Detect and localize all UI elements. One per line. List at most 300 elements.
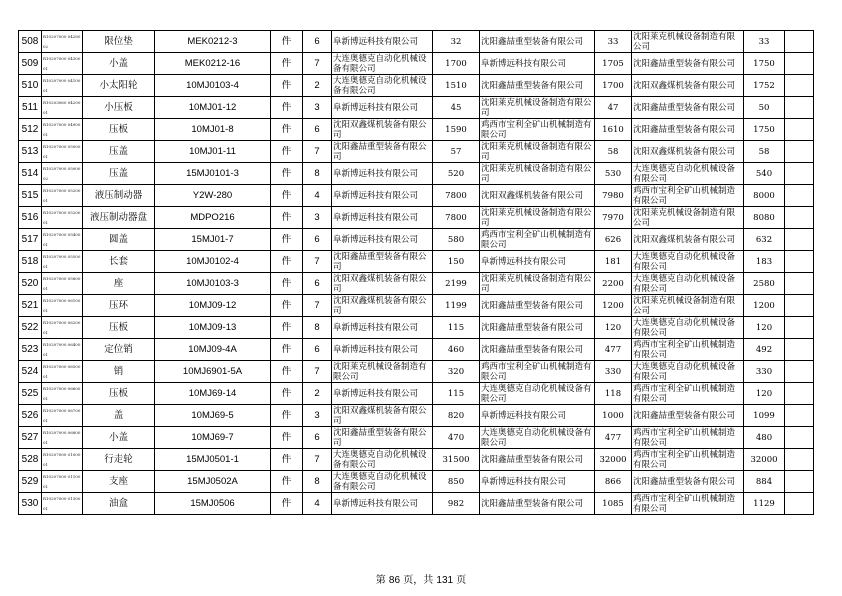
price-2: 477 [595,339,632,361]
unit: 件 [271,251,303,273]
quantity: 7 [303,251,332,273]
supplier-1: 阜新博远科技有限公司 [332,207,433,229]
table-row [19,229,814,251]
table-row [19,31,814,53]
material-code: R10207000 0680001 [42,427,83,449]
blank-cell [785,339,814,361]
part-name: 小太阳轮 [83,75,155,97]
price-2: 181 [595,251,632,273]
price-1: 982 [433,493,480,515]
material-code: R10207000 0100001 [42,449,83,471]
part-name: 液压制动器 [83,185,155,207]
table-row [19,163,814,185]
price-2: 1700 [595,75,632,97]
blank-cell [785,251,814,273]
row-number: 521 [19,295,42,317]
row-number: 513 [19,141,42,163]
quantity: 2 [303,75,332,97]
unit: 件 [271,141,303,163]
row-number: 518 [19,251,42,273]
supplier-3: 沈阳鑫喆重型装备有限公司 [632,405,744,427]
supplier-1: 阜新博远科技有限公司 [332,31,433,53]
unit: 件 [271,207,303,229]
blank-cell [785,449,814,471]
unit: 件 [271,97,303,119]
material-code: R10207000 0650001 [42,361,83,383]
blank-cell [785,427,814,449]
table-row [19,75,814,97]
blank-cell [785,97,814,119]
supplier-3: 鸡西市宝利全矿山机械制造有限公司 [632,449,744,471]
blank-cell [785,295,814,317]
price-1: 580 [433,229,480,251]
unit: 件 [271,361,303,383]
part-model: 15MJ0101-3 [155,163,271,185]
footer-prefix: 第 [375,575,386,586]
table-row [19,185,814,207]
material-code: R10207000 0660001 [42,383,83,405]
price-2: 47 [595,97,632,119]
table-body [19,31,814,515]
supplier-2: 沈阳莱克机械设备制造有限公司 [480,97,595,119]
supplier-1: 阜新博远科技有限公司 [332,383,433,405]
quantity: 7 [303,53,332,75]
part-model: 10MJ69-5 [155,405,271,427]
quantity: 3 [303,405,332,427]
part-model: 10MJ0103-4 [155,75,271,97]
quantity: 3 [303,97,332,119]
blank-cell [785,229,814,251]
material-code: R10207000 0640001 [42,339,83,361]
row-number: 514 [19,163,42,185]
table-row [19,119,814,141]
row-number: 508 [19,31,42,53]
row-number: 525 [19,383,42,405]
part-name: 座 [83,273,155,295]
unit: 件 [271,471,303,493]
blank-cell [785,141,814,163]
quantity: 7 [303,295,332,317]
supplier-1: 阜新博远科技有限公司 [332,493,433,515]
parts-quote-table [18,30,814,515]
price-2: 1705 [595,53,632,75]
part-model: 10MJ01-8 [155,119,271,141]
supplier-1: 沈阳鑫喆重型装备有限公司 [332,141,433,163]
price-3: 480 [744,427,785,449]
supplier-1: 沈阳双鑫煤机装备有限公司 [332,405,433,427]
price-1: 57 [433,141,480,163]
supplier-2: 沈阳莱克机械设备制造有限公司 [480,141,595,163]
row-number: 516 [19,207,42,229]
part-name: 销 [83,361,155,383]
quantity: 7 [303,449,332,471]
footer-mid: 页，共 [403,575,434,586]
price-1: 115 [433,383,480,405]
price-3: 540 [744,163,785,185]
supplier-1: 阜新博远科技有限公司 [332,163,433,185]
supplier-2: 沈阳双鑫煤机装备有限公司 [480,185,595,207]
material-code: R10207000 0580001 [42,273,83,295]
table-row [19,383,814,405]
supplier-2: 大连奥德克自动化机械设备有限公司 [480,427,595,449]
blank-cell [785,75,814,97]
unit: 件 [271,339,303,361]
table-row [19,141,814,163]
supplier-2: 阜新博远科技有限公司 [480,251,595,273]
blank-cell [785,405,814,427]
price-2: 1200 [595,295,632,317]
quantity: 3 [303,207,332,229]
material-code: R10207000 0620001 [42,317,83,339]
row-number: 529 [19,471,42,493]
supplier-3: 沈阳鑫喆重型装备有限公司 [632,119,744,141]
price-3: 58 [744,141,785,163]
supplier-1: 沈阳双鑫煤机装备有限公司 [332,273,433,295]
part-model: 10MJ09-12 [155,295,271,317]
supplier-2: 阜新博远科技有限公司 [480,53,595,75]
price-3: 1750 [744,53,785,75]
quantity: 6 [303,119,332,141]
unit: 件 [271,229,303,251]
price-1: 520 [433,163,480,185]
price-2: 7970 [595,207,632,229]
part-model: 10MJ09-4A [155,339,271,361]
table-row [19,97,814,119]
supplier-2: 鸡西市宝利全矿山机械制造有限公司 [480,119,595,141]
footer-total-pages: 131 [436,575,454,586]
row-number: 524 [19,361,42,383]
blank-cell [785,185,814,207]
price-3: 632 [744,229,785,251]
price-1: 820 [433,405,480,427]
price-3: 2580 [744,273,785,295]
part-name: 行走轮 [83,449,155,471]
material-code: R10207000 0130001 [42,493,83,515]
supplier-3: 大连奥德克自动化机械设备有限公司 [632,273,744,295]
row-number: 511 [19,97,42,119]
supplier-3: 大连奥德克自动化机械设备有限公司 [632,163,744,185]
unit: 件 [271,119,303,141]
unit: 件 [271,317,303,339]
material-code: R10207000 0428002 [42,31,83,53]
row-number: 526 [19,405,42,427]
price-1: 7800 [433,207,480,229]
blank-cell [785,119,814,141]
part-model: 10MJ0103-3 [155,273,271,295]
table-row [19,471,814,493]
price-2: 7980 [595,185,632,207]
table-row [19,339,814,361]
supplier-3: 鸡西市宝利全矿山机械制造有限公司 [632,427,744,449]
row-number: 512 [19,119,42,141]
part-model: 15MJ01-7 [155,229,271,251]
blank-cell [785,361,814,383]
supplier-3: 沈阳双鑫煤机装备有限公司 [632,229,744,251]
supplier-1: 沈阳双鑫煤机装备有限公司 [332,295,433,317]
price-2: 330 [595,361,632,383]
material-code: R10207000 0520001 [42,185,83,207]
part-model: 10MJ01-12 [155,97,271,119]
part-model: 15MJ0502A [155,471,271,493]
price-1: 1700 [433,53,480,75]
price-2: 58 [595,141,632,163]
price-2: 530 [595,163,632,185]
part-model: 15MJ0506 [155,493,271,515]
supplier-3: 鸡西市宝利全矿山机械制造有限公司 [632,493,744,515]
part-model: 10MJ69-7 [155,427,271,449]
unit: 件 [271,53,303,75]
part-name: 盖 [83,405,155,427]
price-3: 8080 [744,207,785,229]
supplier-2: 鸡西市宝利全矿山机械制造有限公司 [480,229,595,251]
part-model: MEK0212-16 [155,53,271,75]
row-number: 523 [19,339,42,361]
supplier-2: 沈阳鑫喆重型装备有限公司 [480,493,595,515]
unit: 件 [271,75,303,97]
price-3: 1129 [744,493,785,515]
material-code: R10207000 0540001 [42,229,83,251]
supplier-1: 大连奥德克自动化机械设备有限公司 [332,75,433,97]
row-number: 517 [19,229,42,251]
supplier-2: 沈阳莱克机械设备制造有限公司 [480,273,595,295]
material-code: R10207000 0520001 [42,207,83,229]
part-name: 液压制动器盘 [83,207,155,229]
supplier-3: 大连奥德克自动化机械设备有限公司 [632,251,744,273]
blank-cell [785,273,814,295]
table-row [19,405,814,427]
price-1: 115 [433,317,480,339]
blank-cell [785,31,814,53]
row-number: 510 [19,75,42,97]
price-1: 7800 [433,185,480,207]
unit: 件 [271,273,303,295]
quantity: 4 [303,493,332,515]
material-code: R10207000 0670001 [42,405,83,427]
part-name: 小盖 [83,53,155,75]
quantity: 6 [303,427,332,449]
blank-cell [785,493,814,515]
price-3: 120 [744,383,785,405]
supplier-1: 大连奥德克自动化机械设备有限公司 [332,449,433,471]
supplier-1: 沈阳莱克机械设备制造有限公司 [332,361,433,383]
part-model: 15MJ0501-1 [155,449,271,471]
price-3: 1200 [744,295,785,317]
part-name: 压板 [83,383,155,405]
price-3: 1099 [744,405,785,427]
supplier-3: 大连奥德克自动化机械设备有限公司 [632,317,744,339]
footer-suffix: 页 [456,575,467,586]
row-number: 530 [19,493,42,515]
unit: 件 [271,405,303,427]
unit: 件 [271,295,303,317]
quantity: 8 [303,471,332,493]
supplier-2: 沈阳鑫喆重型装备有限公司 [480,75,595,97]
unit: 件 [271,427,303,449]
blank-cell [785,163,814,185]
footer-page-number: 86 [388,575,401,586]
supplier-2: 大连奥德克自动化机械设备有限公司 [480,383,595,405]
supplier-3: 沈阳鑫喆重型装备有限公司 [632,53,744,75]
supplier-3: 沈阳莱克机械设备制造有限公司 [632,207,744,229]
part-name: 圆盖 [83,229,155,251]
part-model: MEK0212-3 [155,31,271,53]
price-1: 460 [433,339,480,361]
part-model: 10MJ09-13 [155,317,271,339]
table-row [19,427,814,449]
price-3: 492 [744,339,785,361]
row-number: 527 [19,427,42,449]
table-row [19,493,814,515]
row-number: 509 [19,53,42,75]
unit: 件 [271,185,303,207]
price-1: 150 [433,251,480,273]
price-1: 45 [433,97,480,119]
price-2: 118 [595,383,632,405]
price-3: 330 [744,361,785,383]
table-row [19,251,814,273]
part-name: 压盖 [83,141,155,163]
quantity: 8 [303,163,332,185]
supplier-2: 阜新博远科技有限公司 [480,471,595,493]
supplier-1: 沈阳鑫喆重型装备有限公司 [332,251,433,273]
price-3: 120 [744,317,785,339]
table-row [19,53,814,75]
part-model: 10MJ6901-5A [155,361,271,383]
quantity: 8 [303,317,332,339]
material-code: R10207000 0500002 [42,163,83,185]
supplier-1: 大连奥德克自动化机械设备有限公司 [332,471,433,493]
part-name: 压板 [83,317,155,339]
blank-cell [785,471,814,493]
quantity: 7 [303,361,332,383]
blank-cell [785,383,814,405]
supplier-2: 沈阳鑫喆重型装备有限公司 [480,449,595,471]
supplier-2: 沈阳莱克机械设备制造有限公司 [480,207,595,229]
supplier-2: 沈阳鑫喆重型装备有限公司 [480,339,595,361]
supplier-3: 大连奥德克自动化机械设备有限公司 [632,361,744,383]
price-1: 320 [433,361,480,383]
unit: 件 [271,383,303,405]
price-1: 850 [433,471,480,493]
price-1: 1510 [433,75,480,97]
part-name: 压板 [83,119,155,141]
quantity: 2 [303,383,332,405]
part-model: Y2W-280 [155,185,271,207]
row-number: 522 [19,317,42,339]
price-2: 2200 [595,273,632,295]
supplier-2: 鸡西市宝利全矿山机械制造有限公司 [480,361,595,383]
price-2: 477 [595,427,632,449]
price-2: 1610 [595,119,632,141]
part-name: 限位垫 [83,31,155,53]
table-row [19,449,814,471]
price-3: 884 [744,471,785,493]
price-1: 2199 [433,273,480,295]
part-model: MDPO216 [155,207,271,229]
price-2: 1000 [595,405,632,427]
part-model: 10MJ0102-4 [155,251,271,273]
row-number: 520 [19,273,42,295]
supplier-3: 沈阳双鑫煤机装备有限公司 [632,141,744,163]
unit: 件 [271,493,303,515]
table-row [19,361,814,383]
unit: 件 [271,449,303,471]
part-name: 长套 [83,251,155,273]
supplier-1: 阜新博远科技有限公司 [332,317,433,339]
part-name: 定位销 [83,339,155,361]
supplier-1: 沈阳鑫喆重型装备有限公司 [332,427,433,449]
quantity: 7 [303,141,332,163]
price-1: 1199 [433,295,480,317]
price-3: 183 [744,251,785,273]
table-row [19,207,814,229]
part-name: 压盖 [83,163,155,185]
supplier-1: 沈阳双鑫煤机装备有限公司 [332,119,433,141]
supplier-3: 沈阳鑫喆重型装备有限公司 [632,97,744,119]
price-3: 1750 [744,119,785,141]
supplier-2: 沈阳鑫喆重型装备有限公司 [480,31,595,53]
row-number: 528 [19,449,42,471]
table-row [19,295,814,317]
price-2: 120 [595,317,632,339]
material-code: R10207000 0550001 [42,251,83,273]
material-code: R10207000 0410001 [42,75,83,97]
price-2: 32000 [595,449,632,471]
blank-cell [785,207,814,229]
supplier-3: 鸡西市宝利全矿山机械制造有限公司 [632,185,744,207]
blank-cell [785,53,814,75]
price-1: 32 [433,31,480,53]
supplier-2: 沈阳鑫喆重型装备有限公司 [480,295,595,317]
row-number: 515 [19,185,42,207]
supplier-3: 沈阳双鑫煤机装备有限公司 [632,75,744,97]
quantity: 6 [303,229,332,251]
price-2: 866 [595,471,632,493]
part-name: 压环 [83,295,155,317]
supplier-3: 沈阳鑫喆重型装备有限公司 [632,471,744,493]
supplier-2: 沈阳莱克机械设备制造有限公司 [480,163,595,185]
price-3: 33 [744,31,785,53]
part-name: 油盒 [83,493,155,515]
supplier-3: 沈阳莱克机械设备制造有限公司 [632,295,744,317]
supplier-3: 沈阳莱克机械设备制造有限公司 [632,31,744,53]
table-row [19,317,814,339]
part-model: 10MJ01-11 [155,141,271,163]
material-code: R10207000 0610001 [42,295,83,317]
material-code: R10207000 0500001 [42,141,83,163]
part-model: 10MJ69-14 [155,383,271,405]
unit: 件 [271,163,303,185]
part-name: 小压板 [83,97,155,119]
page-footer [0,571,842,586]
quantity: 6 [303,31,332,53]
price-2: 1085 [595,493,632,515]
price-1: 1590 [433,119,480,141]
price-3: 50 [744,97,785,119]
part-name: 支座 [83,471,155,493]
supplier-3: 鸡西市宝利全矿山机械制造有限公司 [632,339,744,361]
price-2: 33 [595,31,632,53]
price-3: 1752 [744,75,785,97]
blank-cell [785,317,814,339]
part-name: 小盖 [83,427,155,449]
quantity: 4 [303,185,332,207]
quantity: 6 [303,273,332,295]
price-3: 8000 [744,185,785,207]
supplier-1: 阜新博远科技有限公司 [332,97,433,119]
price-1: 470 [433,427,480,449]
supplier-1: 大连奥德克自动化机械设备有限公司 [332,53,433,75]
